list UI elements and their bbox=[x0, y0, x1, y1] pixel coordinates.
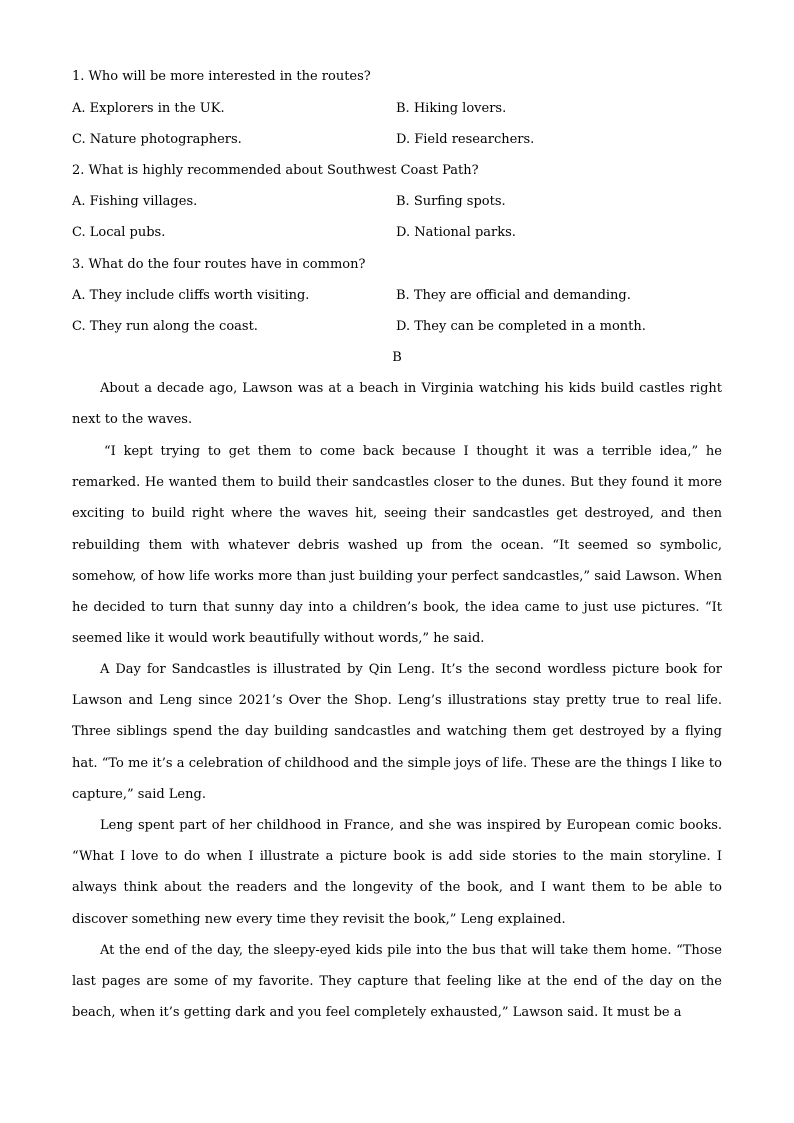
question-1-option-d: D. Field researchers. bbox=[396, 132, 535, 147]
passage-paragraph-4: Leng spent part of her childhood in France, and she was inspired by European comic books. “What I love to do when I illustrate a picture book is add side stories to the main storyline. I always think about the readers and the longevity of the book, and I want them to be able to discover something new every time they revisit the book,” Leng explained. bbox=[72, 818, 722, 927]
question-2-option-b: B. Surfing spots. bbox=[396, 194, 506, 209]
question-1-option-a: A. Explorers in the UK. bbox=[72, 101, 225, 116]
question-2-option-d: D. National parks. bbox=[396, 225, 516, 240]
question-1-option-c: C. Nature photographers. bbox=[72, 132, 242, 147]
question-3-option-d: D. They can be completed in a month. bbox=[396, 319, 646, 334]
question-1-option-b: B. Hiking lovers. bbox=[396, 101, 507, 116]
section-heading: B bbox=[392, 350, 402, 365]
question-3-stem: 3. What do the four routes have in common? bbox=[72, 257, 366, 272]
question-3-option-c: C. They run along the coast. bbox=[72, 319, 258, 334]
passage-paragraph-5: At the end of the day, the sleepy-eyed kids pile into the bus that will take them home. “Those last pages are some of my favorite. They capture that feeling like at the end of the day on the beach, when it’s getting dark and you feel completely exhausted,” Lawson said. It must be a bbox=[72, 943, 722, 1021]
question-3-option-a: A. They include cliffs worth visiting. bbox=[72, 288, 310, 303]
question-2-stem: 2. What is highly recommended about Southwest Coast Path? bbox=[72, 163, 479, 178]
passage-paragraph-3: A Day for Sandcastles is illustrated by Qin Leng. It’s the second wordless picture book for Lawson and Leng since 2021’s Over the Shop. Leng’s illustrations stay pretty true to real life. Three siblings spend the day building sandcastles and watching them get destroyed by a flying hat. “To me it’s a celebration of childhood and the simple joys of life. These are the things I like to capture,” said Leng. bbox=[72, 662, 722, 802]
passage-paragraph-1: About a decade ago, Lawson was at a beach in Virginia watching his kids build castles right next to the waves. bbox=[72, 381, 722, 428]
question-1-stem: 1. Who will be more interested in the routes? bbox=[72, 69, 371, 84]
question-2-option-a: A. Fishing villages. bbox=[72, 194, 198, 209]
question-2-option-c: C. Local pubs. bbox=[72, 225, 166, 240]
question-3-option-b: B. They are official and demanding. bbox=[396, 288, 631, 303]
passage-paragraph-2: “I kept trying to get them to come back because I thought it was a terrible idea,” he remarked. He wanted them to build their sandcastles closer to the dunes. But they found it more exciting to build right where the waves hit, seeing their sandcastles get destroyed, and then rebuilding them with whatever debris washed up from the ocean. “It seemed so symbolic, somehow, of how life works more than just building your perfect sandcastles,” said Lawson. When he decided to turn that sunny day into a children’s book, the idea came to just use pictures. “It seemed like it would work beautifully without words,” he said. bbox=[72, 444, 722, 647]
